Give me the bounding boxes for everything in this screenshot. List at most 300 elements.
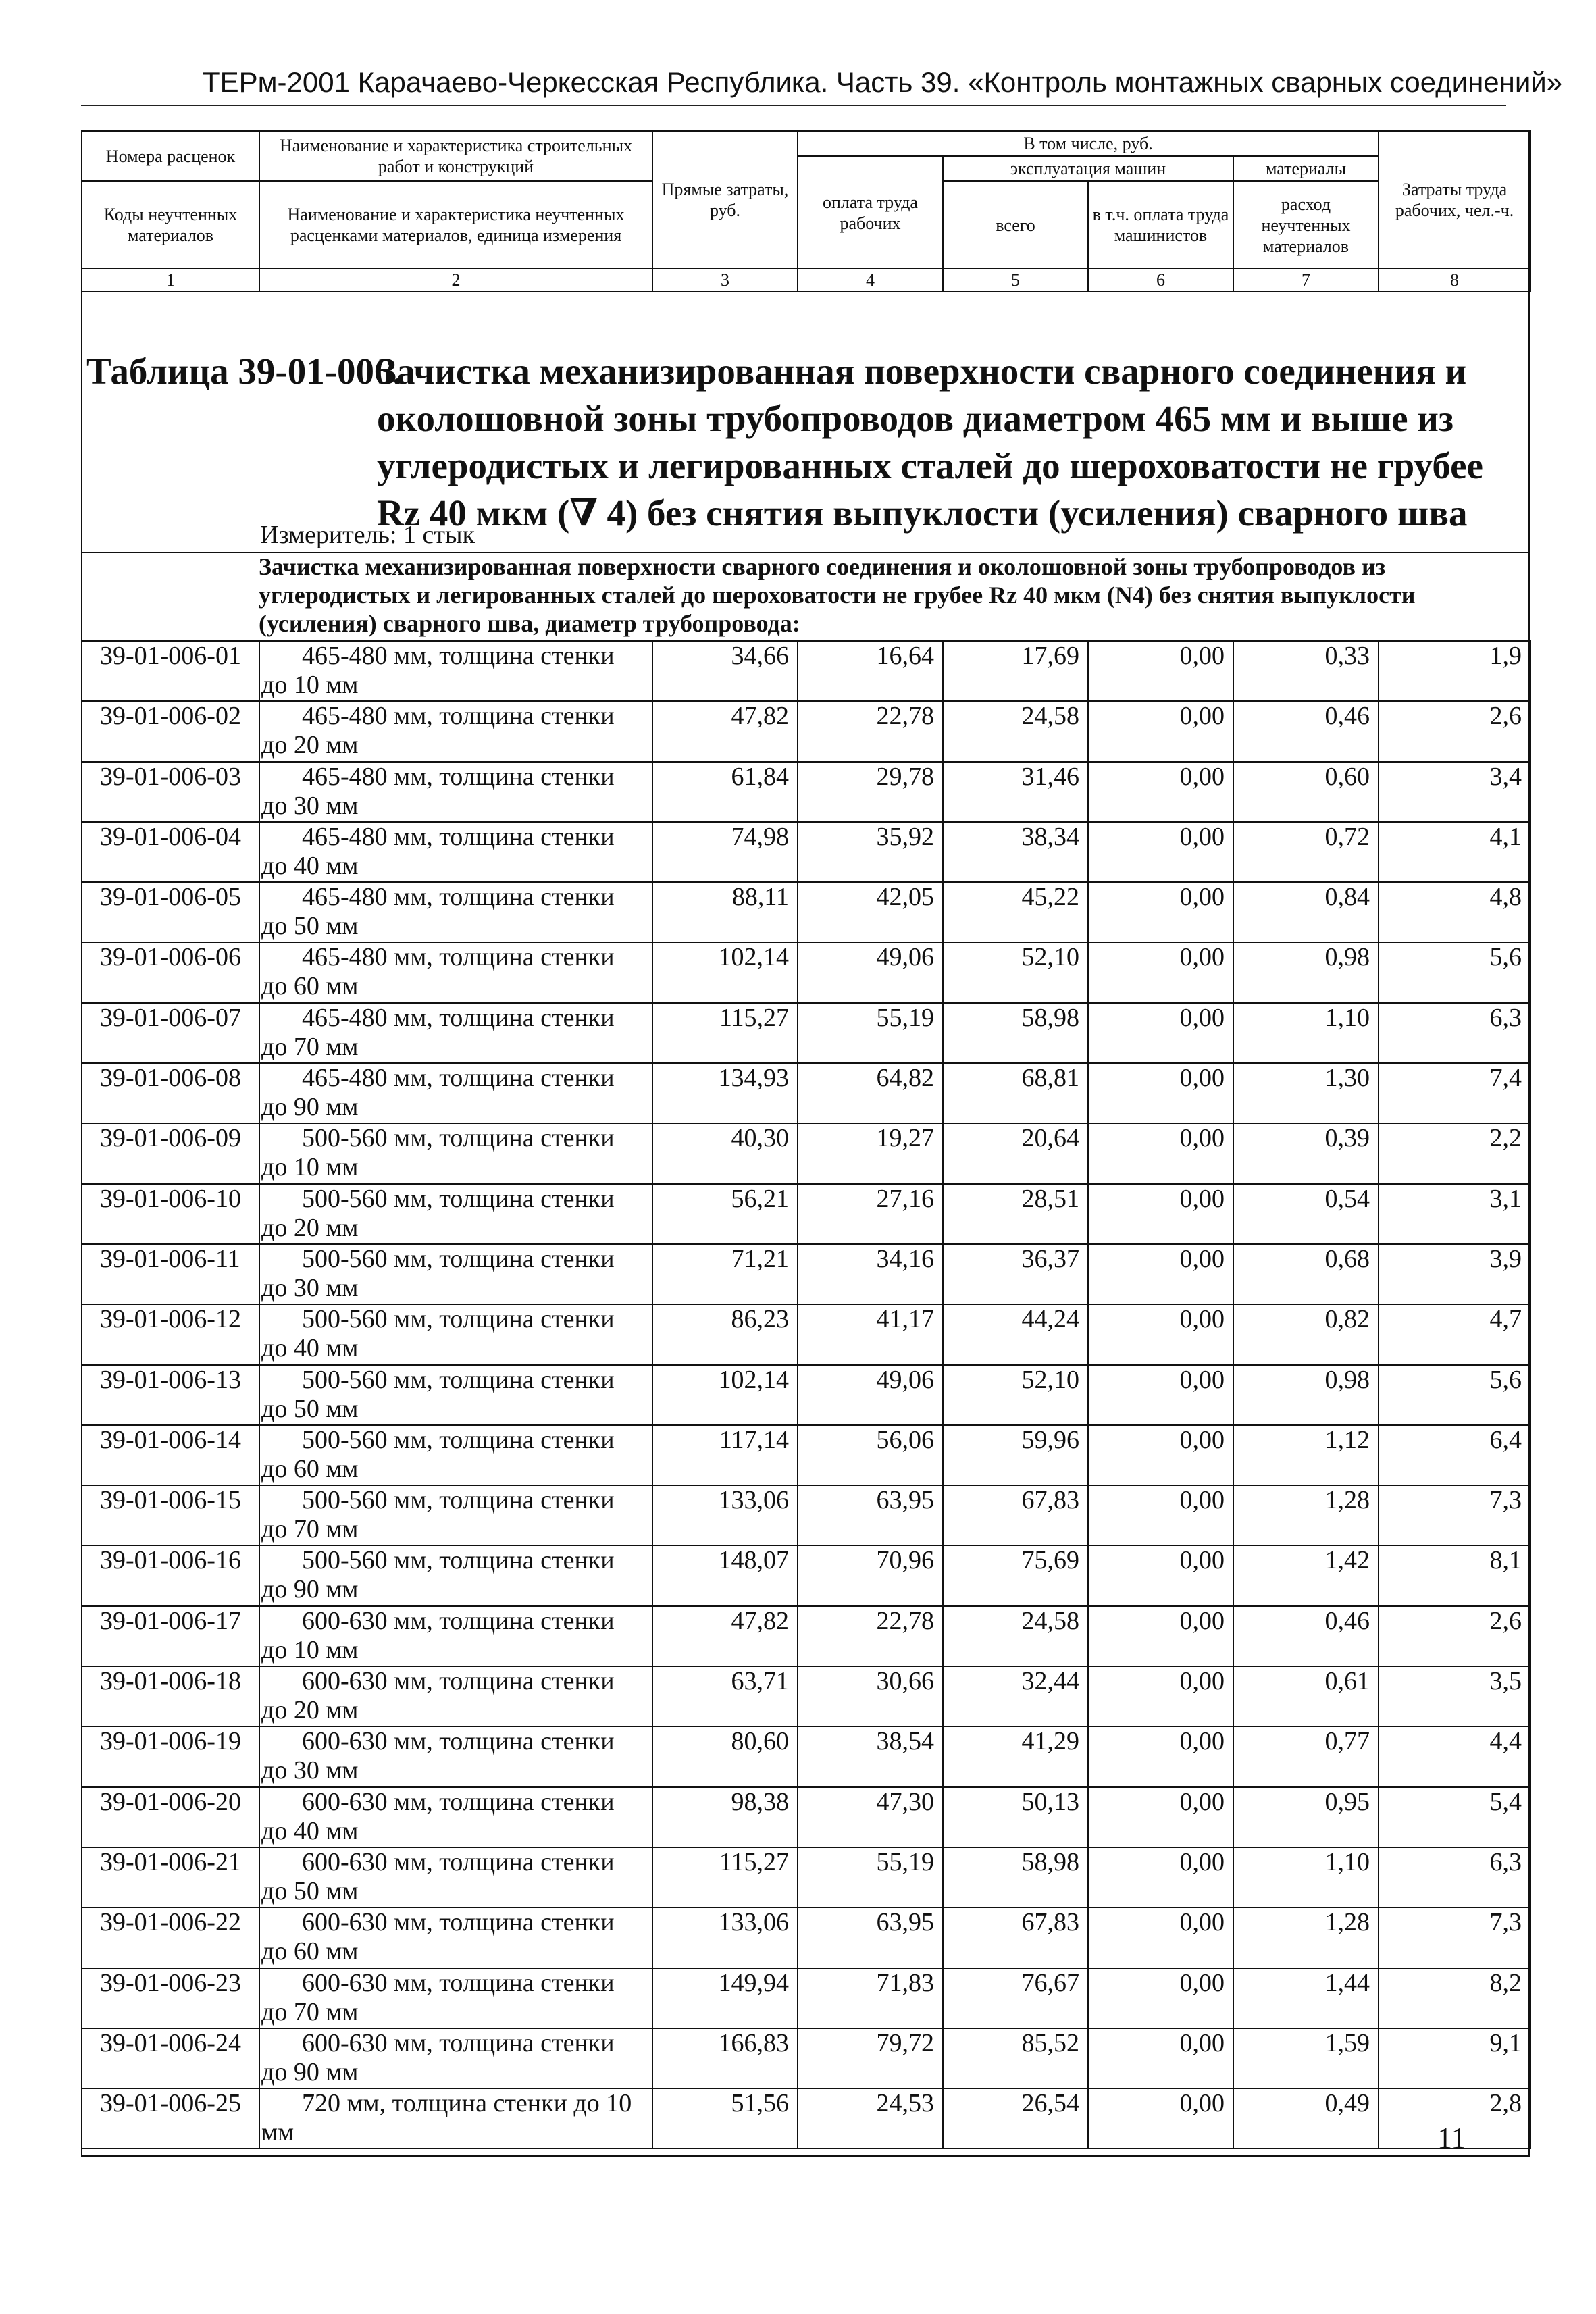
work-description-line-2: до 50 мм [261,912,359,941]
value-machines: 28,51 [943,1184,1088,1244]
value-operators: 0,00 [1088,2028,1233,2088]
work-description-line-1: 600-630 мм, толщина стенки [302,2028,615,2057]
value-hours: 7,3 [1379,1907,1530,1968]
col-group-including-header: В том числе, руб. [798,131,1379,156]
value-direct: 134,93 [652,1063,798,1123]
col-number-5: 5 [943,269,1088,291]
col-labor-pay-header: оплата труда рабочих [798,156,943,269]
work-description-line-2: до 30 мм [261,1756,359,1785]
value-labor: 70,96 [798,1545,943,1605]
work-description-line-2: до 70 мм [261,1032,359,1061]
value-operators: 0,00 [1088,1968,1233,2028]
table-row [82,1485,1530,1545]
work-description [259,1726,652,1786]
value-operators: 0,00 [1088,1003,1233,1063]
value-materials: 1,28 [1233,1907,1379,1968]
value-labor: 79,72 [798,2028,943,2088]
value-direct: 40,30 [652,1123,798,1183]
value-hours: 2,2 [1379,1123,1530,1183]
value-machines: 75,69 [943,1545,1088,1605]
work-description [259,942,652,1002]
rate-code: 39-01-006-03 [82,762,259,822]
work-description-line-1: 500-560 мм, толщина стенки [302,1244,615,1273]
value-direct: 86,23 [652,1304,798,1364]
value-hours: 6,3 [1379,1847,1530,1907]
page-header: ТЕРм-2001 Карачаево-Черкесская Республика. Часть 39. «Контроль монтажных сварных соединений» [203,66,1563,98]
work-description-line-1: 465-480 мм, толщина стенки [302,822,615,851]
rate-code: 39-01-006-20 [82,1787,259,1847]
value-materials: 0,72 [1233,822,1379,882]
value-materials: 0,54 [1233,1184,1379,1244]
table-row [82,1726,1530,1786]
value-direct: 88,11 [652,882,798,942]
table-row [82,641,1530,701]
value-direct: 117,14 [652,1425,798,1485]
rate-code: 39-01-006-09 [82,1123,259,1183]
value-materials: 0,46 [1233,1606,1379,1666]
work-description-line-2: до 70 мм [261,1515,359,1544]
value-hours: 3,4 [1379,762,1530,822]
value-labor: 30,66 [798,1666,943,1726]
value-labor: 22,78 [798,1606,943,1666]
value-machines: 52,10 [943,942,1088,1002]
table-row [82,1304,1530,1364]
work-description-line-1: 600-630 мм, толщина стенки [302,1727,615,1756]
col-labor-hours-header: Затраты труда рабочих, чел.-ч. [1379,131,1530,269]
value-operators: 0,00 [1088,882,1233,942]
value-machines: 76,67 [943,1968,1088,2028]
value-machines: 59,96 [943,1425,1088,1485]
rate-code: 39-01-006-16 [82,1545,259,1605]
value-labor: 16,64 [798,641,943,701]
value-hours: 4,4 [1379,1726,1530,1786]
work-description-line-1: 465-480 мм, толщина стенки [302,883,615,912]
table-row [82,1545,1530,1605]
work-description-line-1: 465-480 мм, толщина стенки [302,943,615,972]
rate-code: 39-01-006-14 [82,1425,259,1485]
rate-code: 39-01-006-04 [82,822,259,882]
table-row [82,2028,1530,2088]
value-operators: 0,00 [1088,762,1233,822]
work-description [259,882,652,942]
value-materials: 0,95 [1233,1787,1379,1847]
value-hours: 2,6 [1379,701,1530,761]
value-machines: 32,44 [943,1666,1088,1726]
value-direct: 63,71 [652,1666,798,1726]
value-materials: 0,98 [1233,942,1379,1002]
value-operators: 0,00 [1088,1123,1233,1183]
value-materials: 1,44 [1233,1968,1379,2028]
value-labor: 35,92 [798,822,943,882]
rate-code: 39-01-006-22 [82,1907,259,1968]
value-direct: 133,06 [652,1485,798,1545]
work-description-line-1: 500-560 мм, толщина стенки [302,1305,615,1334]
work-description-line-2: до 20 мм [261,1213,359,1242]
work-description [259,1847,652,1907]
work-description-line-2: до 60 мм [261,1937,359,1966]
value-labor: 22,78 [798,701,943,761]
col-direct-costs-header: Прямые затраты, руб. [652,131,798,269]
value-materials: 0,68 [1233,1244,1379,1304]
work-description-line-1: 500-560 мм, толщина стенки [302,1486,615,1515]
value-hours: 9,1 [1379,2028,1530,2088]
col-work-name-header: Наименование и характеристика строительных работ и конструкций [259,131,652,181]
value-machines: 50,13 [943,1787,1088,1847]
rate-code: 39-01-006-17 [82,1606,259,1666]
work-description [259,1123,652,1183]
table-row [82,1666,1530,1726]
rate-code: 39-01-006-19 [82,1726,259,1786]
rate-code: 39-01-006-23 [82,1968,259,2028]
value-labor: 63,95 [798,1907,943,1968]
value-machines: 67,83 [943,1485,1088,1545]
value-materials: 0,33 [1233,641,1379,701]
value-labor: 24,53 [798,2088,943,2149]
value-operators: 0,00 [1088,1184,1233,1244]
work-description-line-2: до 10 мм [261,1635,359,1664]
work-description [259,1003,652,1063]
value-operators: 0,00 [1088,1485,1233,1545]
value-machines: 58,98 [943,1003,1088,1063]
rate-code: 39-01-006-25 [82,2088,259,2149]
value-machines: 85,52 [943,2028,1088,2088]
table-title-label: Таблица 39-01-006. [86,351,403,392]
value-materials: 0,39 [1233,1123,1379,1183]
table-row [82,762,1530,822]
work-description [259,1244,652,1304]
work-description [259,762,652,822]
table-row [82,1968,1530,2028]
table-row [82,2088,1530,2149]
work-description [259,641,652,701]
value-operators: 0,00 [1088,701,1233,761]
value-materials: 1,10 [1233,1847,1379,1907]
col-machines-group-header: эксплуатация машин [943,156,1233,181]
rate-code: 39-01-006-10 [82,1184,259,1244]
value-hours: 4,1 [1379,822,1530,882]
col-operators-pay-header: в т.ч. оплата труда машинистов [1088,181,1233,269]
value-direct: 102,14 [652,1365,798,1425]
rate-code: 39-01-006-05 [82,882,259,942]
value-materials: 0,77 [1233,1726,1379,1786]
work-description-line-1: 500-560 мм, толщина стенки [302,1425,615,1454]
work-description-line-2: до 20 мм [261,1696,359,1725]
rate-code: 39-01-006-07 [82,1003,259,1063]
work-description-line-2: до 70 мм [261,1997,359,2026]
value-materials: 1,28 [1233,1485,1379,1545]
value-operators: 0,00 [1088,1787,1233,1847]
value-operators: 0,00 [1088,2088,1233,2149]
value-machines: 24,58 [943,701,1088,761]
work-description-line-1: 600-630 мм, толщина стенки [302,1847,615,1876]
column-header-table [81,130,1531,292]
value-operators: 0,00 [1088,1304,1233,1364]
value-materials: 0,60 [1233,762,1379,822]
measure-unit: Измеритель: 1 стык [260,521,475,549]
table-row [82,1063,1530,1123]
value-direct: 71,21 [652,1244,798,1304]
value-machines: 38,34 [943,822,1088,882]
value-labor: 27,16 [798,1184,943,1244]
table-row [82,1123,1530,1183]
work-description-line-1: 500-560 мм, толщина стенки [302,1365,615,1394]
work-description-line-2: до 50 мм [261,1876,359,1905]
value-direct: 61,84 [652,762,798,822]
value-hours: 6,3 [1379,1003,1530,1063]
value-direct: 133,06 [652,1907,798,1968]
value-operators: 0,00 [1088,1545,1233,1605]
col-machines-total-header: всего [943,181,1088,269]
work-description-line-2: до 90 мм [261,1575,359,1604]
value-direct: 51,56 [652,2088,798,2149]
work-description [259,1545,652,1605]
work-description [259,701,652,761]
work-description-line-1: 465-480 мм, толщина стенки [302,702,615,731]
work-description-line-2: мм [261,2118,294,2147]
work-description-line-1: 465-480 мм, толщина стенки [302,642,615,670]
value-direct: 47,82 [652,1606,798,1666]
value-labor: 49,06 [798,1365,943,1425]
value-labor: 49,06 [798,942,943,1002]
work-description-line-2: до 90 мм [261,2057,359,2086]
value-operators: 0,00 [1088,641,1233,701]
table-row [82,1244,1530,1304]
value-machines: 20,64 [943,1123,1088,1183]
value-machines: 67,83 [943,1907,1088,1968]
value-direct: 74,98 [652,822,798,882]
value-machines: 45,22 [943,882,1088,942]
value-operators: 0,00 [1088,942,1233,1002]
work-description-line-2: до 90 мм [261,1093,359,1122]
value-operators: 0,00 [1088,1244,1233,1304]
value-direct: 34,66 [652,641,798,701]
col-number-1: 1 [82,269,259,291]
work-description [259,1425,652,1485]
work-description-line-1: 600-630 мм, толщина стенки [302,1667,615,1696]
value-materials: 1,30 [1233,1063,1379,1123]
work-description-line-2: до 40 мм [261,1334,359,1363]
rate-code: 39-01-006-12 [82,1304,259,1364]
value-operators: 0,00 [1088,1666,1233,1726]
work-description [259,1063,652,1123]
value-direct: 47,82 [652,701,798,761]
col-number-6: 6 [1088,269,1233,291]
rate-code: 39-01-006-02 [82,701,259,761]
value-machines: 58,98 [943,1847,1088,1907]
value-hours: 5,4 [1379,1787,1530,1847]
work-description-line-2: до 30 мм [261,1273,359,1302]
value-machines: 68,81 [943,1063,1088,1123]
value-machines: 41,29 [943,1726,1088,1786]
value-direct: 80,60 [652,1726,798,1786]
work-description-line-2: до 60 мм [261,972,359,1001]
work-description-line-2: до 20 мм [261,731,359,760]
value-labor: 47,30 [798,1787,943,1847]
work-description [259,1365,652,1425]
value-direct: 115,27 [652,1003,798,1063]
rates-table [81,640,1531,2149]
value-materials: 1,42 [1233,1545,1379,1605]
work-description-line-1: 600-630 мм, толщина стенки [302,1606,615,1635]
value-operators: 0,00 [1088,1726,1233,1786]
work-description [259,1666,652,1726]
col-number-8: 8 [1379,269,1530,291]
value-hours: 2,6 [1379,1606,1530,1666]
col-number-3: 3 [652,269,798,291]
rate-code: 39-01-006-01 [82,641,259,701]
col-rates-numbers-header: Номера расценок [82,131,259,181]
work-description-line-1: 500-560 мм, толщина стенки [302,1124,615,1153]
value-materials: 0,61 [1233,1666,1379,1726]
value-hours: 3,9 [1379,1244,1530,1304]
value-direct: 102,14 [652,942,798,1002]
col-material-name-header: Наименование и характеристика неучтенных расценками материалов, единица измерения [259,181,652,269]
value-labor: 29,78 [798,762,943,822]
value-machines: 17,69 [943,641,1088,701]
value-hours: 7,4 [1379,1063,1530,1123]
value-labor: 34,16 [798,1244,943,1304]
col-materials-consumption-header: расход неучтенных материалов [1233,181,1379,269]
value-materials: 1,10 [1233,1003,1379,1063]
value-hours: 4,7 [1379,1304,1530,1364]
value-operators: 0,00 [1088,822,1233,882]
value-direct: 98,38 [652,1787,798,1847]
value-direct: 166,83 [652,2028,798,2088]
table-row [82,701,1530,761]
work-description-line-2: до 10 мм [261,671,359,699]
rate-code: 39-01-006-06 [82,942,259,1002]
value-materials: 0,46 [1233,701,1379,761]
value-direct: 56,21 [652,1184,798,1244]
work-description-line-2: до 30 мм [261,791,359,820]
value-hours: 5,6 [1379,1365,1530,1425]
col-materials-group-header: материалы [1233,156,1379,181]
col-number-2: 2 [259,269,652,291]
work-description [259,1787,652,1847]
work-description [259,1907,652,1968]
work-description-line-1: 600-630 мм, толщина стенки [302,1908,615,1937]
rate-code: 39-01-006-18 [82,1666,259,1726]
value-labor: 55,19 [798,1847,943,1907]
value-direct: 148,07 [652,1545,798,1605]
work-description-line-2: до 50 мм [261,1394,359,1423]
value-labor: 42,05 [798,882,943,942]
rate-code: 39-01-006-24 [82,2028,259,2088]
work-description [259,1304,652,1364]
table-row [82,1606,1530,1666]
value-machines: 52,10 [943,1365,1088,1425]
table-row [82,1003,1530,1063]
rate-code: 39-01-006-13 [82,1365,259,1425]
value-operators: 0,00 [1088,1907,1233,1968]
table-row [82,1907,1530,1968]
rate-code: 39-01-006-11 [82,1244,259,1304]
value-labor: 55,19 [798,1003,943,1063]
value-operators: 0,00 [1088,1063,1233,1123]
value-hours: 5,6 [1379,942,1530,1002]
rate-code: 39-01-006-15 [82,1485,259,1545]
value-materials: 0,82 [1233,1304,1379,1364]
value-machines: 44,24 [943,1304,1088,1364]
table-row [82,1847,1530,1907]
table-title-text: Зачистка механизированная поверхности сварного соединения и околошовной зоны трубопроводов диаметром 465 мм и выше из углеродистых и легированных сталей до шероховатости не грубее Rz 40 мкм (∇ 4) без снятия выпуклости (усиления) сварного шва [377,351,1483,534]
value-materials: 0,49 [1233,2088,1379,2149]
work-description-line-2: до 60 мм [261,1454,359,1483]
value-materials: 0,84 [1233,882,1379,942]
work-description [259,1606,652,1666]
value-hours: 4,8 [1379,882,1530,942]
value-operators: 0,00 [1088,1425,1233,1485]
value-hours: 6,4 [1379,1425,1530,1485]
col-number-4: 4 [798,269,943,291]
work-description-line-1: 500-560 мм, толщина стенки [302,1546,615,1575]
value-machines: 36,37 [943,1244,1088,1304]
page-number: 11 [1437,2122,1466,2155]
value-labor: 71,83 [798,1968,943,2028]
value-hours: 8,2 [1379,1968,1530,2028]
value-labor: 56,06 [798,1425,943,1485]
value-labor: 41,17 [798,1304,943,1364]
work-description-line-1: 720 мм, толщина стенки до 10 [302,2089,632,2118]
work-description [259,1184,652,1244]
value-operators: 0,00 [1088,1365,1233,1425]
rates-table-body [82,641,1530,2149]
table-row [82,1425,1530,1485]
work-description [259,1968,652,2028]
value-direct: 149,94 [652,1968,798,2028]
table-row [82,1184,1530,1244]
work-description-line-2: до 40 мм [261,1816,359,1845]
work-description-line-1: 600-630 мм, толщина стенки [302,1787,615,1816]
table-row [82,822,1530,882]
header-rule [81,105,1506,106]
value-hours: 1,9 [1379,641,1530,701]
value-hours: 3,1 [1379,1184,1530,1244]
work-description-line-1: 465-480 мм, толщина стенки [302,1064,615,1093]
table-row [82,882,1530,942]
value-materials: 1,12 [1233,1425,1379,1485]
table-row [82,942,1530,1002]
col-number-7: 7 [1233,269,1379,291]
work-description-line-1: 600-630 мм, толщина стенки [302,1968,615,1997]
work-description-line-1: 465-480 мм, толщина стенки [302,1003,615,1032]
work-description-line-1: 465-480 мм, толщина стенки [302,762,615,791]
work-description [259,822,652,882]
value-hours: 3,5 [1379,1666,1530,1726]
value-hours: 2,8 [1379,2088,1530,2149]
value-hours: 7,3 [1379,1485,1530,1545]
table-row [82,1787,1530,1847]
value-labor: 19,27 [798,1123,943,1183]
value-labor: 64,82 [798,1063,943,1123]
work-description [259,2088,652,2149]
value-machines: 24,58 [943,1606,1088,1666]
value-direct: 115,27 [652,1847,798,1907]
work-description-line-1: 500-560 мм, толщина стенки [302,1184,615,1213]
work-description [259,2028,652,2088]
value-materials: 1,59 [1233,2028,1379,2088]
section-subheading: Зачистка механизированная поверхности сварного соединения и околошовной зоны трубопроводов из углеродистых и легированных сталей до шероховатости не грубее Rz 40 мкм (N4) без снятия выпуклости (усиления) сварного шва, диаметр трубопровода: [259,553,1416,637]
value-machines: 31,46 [943,762,1088,822]
value-machines: 26,54 [943,2088,1088,2149]
value-hours: 8,1 [1379,1545,1530,1605]
work-description-line-2: до 10 мм [261,1153,359,1182]
table-row [82,1365,1530,1425]
rate-code: 39-01-006-21 [82,1847,259,1907]
rate-code: 39-01-006-08 [82,1063,259,1123]
value-operators: 0,00 [1088,1606,1233,1666]
work-description [259,1485,652,1545]
